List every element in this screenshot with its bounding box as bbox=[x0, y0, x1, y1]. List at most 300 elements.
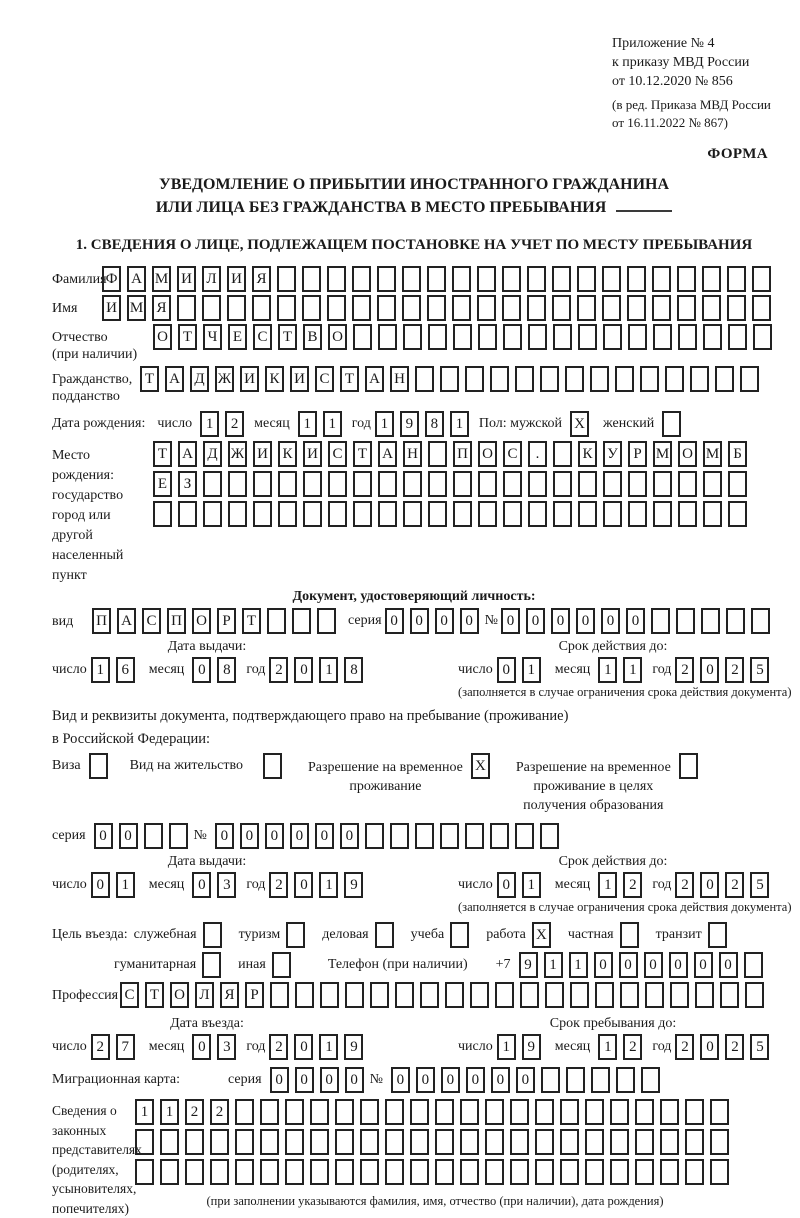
char-cell[interactable] bbox=[203, 471, 222, 497]
char-cell[interactable]: Н bbox=[403, 441, 422, 467]
char-cell[interactable] bbox=[440, 823, 459, 849]
char-cell[interactable]: 9 bbox=[519, 952, 538, 978]
char-cell[interactable] bbox=[420, 982, 439, 1008]
char-cell[interactable]: 2 bbox=[675, 657, 694, 683]
char-cell[interactable]: 0 bbox=[290, 823, 309, 849]
char-cell[interactable] bbox=[527, 266, 546, 292]
char-cell[interactable] bbox=[678, 471, 697, 497]
char-cell[interactable]: 1 bbox=[450, 411, 469, 437]
char-cell[interactable] bbox=[445, 982, 464, 1008]
char-cell[interactable]: И bbox=[177, 266, 196, 292]
char-cell[interactable]: 0 bbox=[294, 872, 313, 898]
char-cell[interactable] bbox=[603, 501, 622, 527]
char-cell[interactable]: 0 bbox=[192, 1034, 211, 1060]
char-cell[interactable]: 2 bbox=[725, 1034, 744, 1060]
char-cell[interactable] bbox=[203, 501, 222, 527]
char-cell[interactable]: Е bbox=[228, 324, 247, 350]
char-cell[interactable]: М bbox=[127, 295, 146, 321]
char-cell[interactable]: 0 bbox=[594, 952, 613, 978]
char-cell[interactable]: Р bbox=[628, 441, 647, 467]
char-cell[interactable] bbox=[679, 753, 698, 779]
char-cell[interactable] bbox=[435, 1129, 454, 1155]
char-cell[interactable] bbox=[610, 1129, 629, 1155]
char-cell[interactable] bbox=[545, 982, 564, 1008]
char-cell[interactable] bbox=[708, 922, 727, 948]
char-cell[interactable]: 2 bbox=[269, 1034, 288, 1060]
char-cell[interactable]: Я bbox=[252, 266, 271, 292]
char-cell[interactable] bbox=[720, 982, 739, 1008]
char-cell[interactable] bbox=[477, 295, 496, 321]
char-cell[interactable] bbox=[752, 295, 771, 321]
char-cell[interactable] bbox=[701, 608, 720, 634]
char-cell[interactable] bbox=[440, 366, 459, 392]
char-cell[interactable] bbox=[403, 471, 422, 497]
char-cell[interactable] bbox=[570, 982, 589, 1008]
char-cell[interactable] bbox=[452, 295, 471, 321]
char-cell[interactable] bbox=[540, 823, 559, 849]
char-cell[interactable] bbox=[585, 1129, 604, 1155]
char-cell[interactable]: К bbox=[278, 441, 297, 467]
char-cell[interactable] bbox=[751, 608, 770, 634]
char-cell[interactable]: 1 bbox=[497, 1034, 516, 1060]
char-cell[interactable]: И bbox=[102, 295, 121, 321]
char-cell[interactable] bbox=[465, 823, 484, 849]
char-cell[interactable]: 0 bbox=[91, 872, 110, 898]
char-cell[interactable] bbox=[415, 823, 434, 849]
char-cell[interactable]: О bbox=[192, 608, 211, 634]
char-cell[interactable] bbox=[744, 952, 763, 978]
char-cell[interactable]: 1 bbox=[91, 657, 110, 683]
char-cell[interactable] bbox=[253, 501, 272, 527]
char-cell[interactable] bbox=[627, 266, 646, 292]
char-cell[interactable] bbox=[752, 266, 771, 292]
char-cell[interactable] bbox=[677, 295, 696, 321]
char-cell[interactable] bbox=[635, 1129, 654, 1155]
char-cell[interactable]: 1 bbox=[375, 411, 394, 437]
char-cell[interactable] bbox=[303, 471, 322, 497]
char-cell[interactable] bbox=[427, 266, 446, 292]
char-cell[interactable]: 1 bbox=[319, 872, 338, 898]
char-cell[interactable]: 0 bbox=[192, 872, 211, 898]
char-cell[interactable] bbox=[260, 1099, 279, 1125]
char-cell[interactable] bbox=[286, 922, 305, 948]
char-cell[interactable] bbox=[428, 471, 447, 497]
char-cell[interactable]: Я bbox=[152, 295, 171, 321]
char-cell[interactable] bbox=[727, 266, 746, 292]
char-cell[interactable] bbox=[160, 1129, 179, 1155]
char-cell[interactable]: И bbox=[290, 366, 309, 392]
char-cell[interactable]: И bbox=[227, 266, 246, 292]
char-cell[interactable] bbox=[277, 295, 296, 321]
char-cell[interactable]: 3 bbox=[217, 872, 236, 898]
char-cell[interactable]: О bbox=[478, 441, 497, 467]
char-cell[interactable]: 2 bbox=[623, 872, 642, 898]
char-cell[interactable] bbox=[515, 823, 534, 849]
char-cell[interactable]: Н bbox=[390, 366, 409, 392]
char-cell[interactable]: 2 bbox=[725, 657, 744, 683]
char-cell[interactable] bbox=[295, 982, 314, 1008]
char-cell[interactable]: 0 bbox=[270, 1067, 289, 1093]
char-cell[interactable] bbox=[453, 471, 472, 497]
char-cell[interactable] bbox=[428, 441, 447, 467]
char-cell[interactable]: 0 bbox=[601, 608, 620, 634]
char-cell[interactable]: 0 bbox=[497, 657, 516, 683]
char-cell[interactable]: 0 bbox=[265, 823, 284, 849]
char-cell[interactable]: М bbox=[653, 441, 672, 467]
char-cell[interactable] bbox=[578, 324, 597, 350]
char-cell[interactable] bbox=[660, 1099, 679, 1125]
char-cell[interactable]: 3 bbox=[217, 1034, 236, 1060]
char-cell[interactable]: Я bbox=[220, 982, 239, 1008]
char-cell[interactable] bbox=[753, 324, 772, 350]
char-cell[interactable] bbox=[641, 1067, 660, 1093]
char-cell[interactable]: Т bbox=[340, 366, 359, 392]
char-cell[interactable]: 6 bbox=[116, 657, 135, 683]
char-cell[interactable] bbox=[652, 295, 671, 321]
char-cell[interactable]: 0 bbox=[526, 608, 545, 634]
char-cell[interactable]: 0 bbox=[345, 1067, 364, 1093]
char-cell[interactable]: 1 bbox=[200, 411, 219, 437]
char-cell[interactable]: С bbox=[328, 441, 347, 467]
char-cell[interactable]: 8 bbox=[425, 411, 444, 437]
char-cell[interactable] bbox=[695, 982, 714, 1008]
char-cell[interactable] bbox=[676, 608, 695, 634]
char-cell[interactable]: 2 bbox=[269, 657, 288, 683]
char-cell[interactable]: 0 bbox=[501, 608, 520, 634]
char-cell[interactable]: 0 bbox=[294, 657, 313, 683]
char-cell[interactable]: А bbox=[178, 441, 197, 467]
char-cell[interactable] bbox=[510, 1099, 529, 1125]
char-cell[interactable]: О bbox=[328, 324, 347, 350]
char-cell[interactable]: Б bbox=[728, 441, 747, 467]
char-cell[interactable] bbox=[135, 1129, 154, 1155]
char-cell[interactable] bbox=[385, 1099, 404, 1125]
char-cell[interactable]: Р bbox=[245, 982, 264, 1008]
char-cell[interactable]: 2 bbox=[91, 1034, 110, 1060]
char-cell[interactable] bbox=[353, 501, 372, 527]
char-cell[interactable]: 0 bbox=[315, 823, 334, 849]
char-cell[interactable] bbox=[560, 1099, 579, 1125]
char-cell[interactable] bbox=[645, 982, 664, 1008]
char-cell[interactable]: 0 bbox=[391, 1067, 410, 1093]
char-cell[interactable] bbox=[652, 266, 671, 292]
char-cell[interactable] bbox=[703, 471, 722, 497]
char-cell[interactable]: 5 bbox=[750, 872, 769, 898]
char-cell[interactable]: 0 bbox=[240, 823, 259, 849]
char-cell[interactable]: З bbox=[178, 471, 197, 497]
char-cell[interactable] bbox=[427, 295, 446, 321]
char-cell[interactable] bbox=[450, 922, 469, 948]
char-cell[interactable] bbox=[377, 266, 396, 292]
char-cell[interactable] bbox=[328, 471, 347, 497]
char-cell[interactable] bbox=[285, 1099, 304, 1125]
char-cell[interactable] bbox=[702, 295, 721, 321]
char-cell[interactable] bbox=[260, 1129, 279, 1155]
char-cell[interactable]: Д bbox=[190, 366, 209, 392]
char-cell[interactable] bbox=[185, 1129, 204, 1155]
char-cell[interactable] bbox=[503, 471, 522, 497]
char-cell[interactable] bbox=[740, 366, 759, 392]
char-cell[interactable]: X bbox=[570, 411, 589, 437]
char-cell[interactable] bbox=[375, 922, 394, 948]
char-cell[interactable] bbox=[410, 1129, 429, 1155]
char-cell[interactable] bbox=[552, 266, 571, 292]
char-cell[interactable] bbox=[628, 501, 647, 527]
char-cell[interactable]: А bbox=[365, 366, 384, 392]
char-cell[interactable] bbox=[452, 266, 471, 292]
char-cell[interactable]: Ж bbox=[215, 366, 234, 392]
char-cell[interactable]: Т bbox=[278, 324, 297, 350]
char-cell[interactable] bbox=[560, 1129, 579, 1155]
char-cell[interactable] bbox=[378, 471, 397, 497]
char-cell[interactable] bbox=[377, 295, 396, 321]
char-cell[interactable]: Ф bbox=[102, 266, 121, 292]
char-cell[interactable] bbox=[578, 501, 597, 527]
char-cell[interactable]: Т bbox=[145, 982, 164, 1008]
char-cell[interactable]: 1 bbox=[598, 657, 617, 683]
char-cell[interactable]: 0 bbox=[119, 823, 138, 849]
char-cell[interactable] bbox=[678, 324, 697, 350]
char-cell[interactable] bbox=[503, 501, 522, 527]
char-cell[interactable]: М bbox=[703, 441, 722, 467]
char-cell[interactable] bbox=[703, 324, 722, 350]
char-cell[interactable] bbox=[460, 1129, 479, 1155]
char-cell[interactable] bbox=[566, 1067, 585, 1093]
char-cell[interactable]: Т bbox=[140, 366, 159, 392]
char-cell[interactable] bbox=[502, 295, 521, 321]
char-cell[interactable] bbox=[403, 501, 422, 527]
char-cell[interactable]: 0 bbox=[551, 608, 570, 634]
char-cell[interactable] bbox=[616, 1067, 635, 1093]
char-cell[interactable] bbox=[478, 324, 497, 350]
char-cell[interactable] bbox=[335, 1129, 354, 1155]
char-cell[interactable] bbox=[302, 266, 321, 292]
char-cell[interactable] bbox=[428, 501, 447, 527]
char-cell[interactable]: Ч bbox=[203, 324, 222, 350]
char-cell[interactable]: П bbox=[167, 608, 186, 634]
char-cell[interactable] bbox=[640, 366, 659, 392]
char-cell[interactable] bbox=[402, 266, 421, 292]
char-cell[interactable]: X bbox=[471, 753, 490, 779]
char-cell[interactable] bbox=[353, 471, 372, 497]
char-cell[interactable] bbox=[203, 922, 222, 948]
char-cell[interactable] bbox=[728, 324, 747, 350]
char-cell[interactable] bbox=[710, 1099, 729, 1125]
char-cell[interactable] bbox=[710, 1129, 729, 1155]
char-cell[interactable] bbox=[685, 1129, 704, 1155]
char-cell[interactable]: Р bbox=[217, 608, 236, 634]
char-cell[interactable]: . bbox=[528, 441, 547, 467]
char-cell[interactable]: К bbox=[578, 441, 597, 467]
char-cell[interactable]: Т bbox=[178, 324, 197, 350]
char-cell[interactable]: 0 bbox=[295, 1067, 314, 1093]
char-cell[interactable] bbox=[353, 324, 372, 350]
char-cell[interactable]: 1 bbox=[522, 872, 541, 898]
char-cell[interactable]: 9 bbox=[344, 1034, 363, 1060]
char-cell[interactable] bbox=[228, 471, 247, 497]
char-cell[interactable]: 0 bbox=[435, 608, 454, 634]
char-cell[interactable] bbox=[520, 982, 539, 1008]
char-cell[interactable] bbox=[385, 1129, 404, 1155]
char-cell[interactable]: 0 bbox=[385, 608, 404, 634]
char-cell[interactable]: 1 bbox=[319, 1034, 338, 1060]
char-cell[interactable] bbox=[335, 1099, 354, 1125]
char-cell[interactable]: 0 bbox=[619, 952, 638, 978]
char-cell[interactable]: А bbox=[127, 266, 146, 292]
char-cell[interactable]: 0 bbox=[294, 1034, 313, 1060]
char-cell[interactable] bbox=[235, 1129, 254, 1155]
char-cell[interactable] bbox=[565, 366, 584, 392]
char-cell[interactable] bbox=[270, 982, 289, 1008]
char-cell[interactable]: 0 bbox=[94, 823, 113, 849]
char-cell[interactable]: 9 bbox=[344, 872, 363, 898]
char-cell[interactable]: 0 bbox=[516, 1067, 535, 1093]
char-cell[interactable]: 0 bbox=[700, 872, 719, 898]
char-cell[interactable] bbox=[653, 471, 672, 497]
char-cell[interactable]: Д bbox=[203, 441, 222, 467]
char-cell[interactable]: С bbox=[315, 366, 334, 392]
char-cell[interactable]: А bbox=[165, 366, 184, 392]
char-cell[interactable] bbox=[267, 608, 286, 634]
char-cell[interactable]: 1 bbox=[598, 1034, 617, 1060]
char-cell[interactable]: Т bbox=[153, 441, 172, 467]
char-cell[interactable]: 7 bbox=[116, 1034, 135, 1060]
char-cell[interactable]: 2 bbox=[269, 872, 288, 898]
char-cell[interactable] bbox=[470, 982, 489, 1008]
char-cell[interactable] bbox=[228, 501, 247, 527]
char-cell[interactable] bbox=[603, 471, 622, 497]
char-cell[interactable] bbox=[477, 266, 496, 292]
char-cell[interactable] bbox=[278, 471, 297, 497]
char-cell[interactable]: В bbox=[303, 324, 322, 350]
char-cell[interactable]: А bbox=[117, 608, 136, 634]
char-cell[interactable] bbox=[202, 295, 221, 321]
char-cell[interactable] bbox=[553, 471, 572, 497]
char-cell[interactable]: 0 bbox=[644, 952, 663, 978]
char-cell[interactable] bbox=[502, 266, 521, 292]
char-cell[interactable]: 5 bbox=[750, 1034, 769, 1060]
char-cell[interactable] bbox=[292, 608, 311, 634]
char-cell[interactable] bbox=[460, 1099, 479, 1125]
char-cell[interactable]: М bbox=[152, 266, 171, 292]
char-cell[interactable]: 2 bbox=[210, 1099, 229, 1125]
char-cell[interactable] bbox=[653, 501, 672, 527]
char-cell[interactable] bbox=[327, 295, 346, 321]
char-cell[interactable] bbox=[378, 324, 397, 350]
char-cell[interactable]: П bbox=[92, 608, 111, 634]
char-cell[interactable] bbox=[345, 982, 364, 1008]
char-cell[interactable]: 8 bbox=[217, 657, 236, 683]
char-cell[interactable] bbox=[169, 823, 188, 849]
char-cell[interactable] bbox=[728, 501, 747, 527]
char-cell[interactable]: С bbox=[142, 608, 161, 634]
char-cell[interactable] bbox=[328, 501, 347, 527]
char-cell[interactable]: 0 bbox=[192, 657, 211, 683]
char-cell[interactable] bbox=[178, 501, 197, 527]
char-cell[interactable]: 5 bbox=[750, 657, 769, 683]
char-cell[interactable] bbox=[715, 366, 734, 392]
char-cell[interactable] bbox=[727, 295, 746, 321]
char-cell[interactable] bbox=[665, 366, 684, 392]
char-cell[interactable] bbox=[615, 366, 634, 392]
char-cell[interactable] bbox=[620, 922, 639, 948]
char-cell[interactable] bbox=[485, 1129, 504, 1155]
char-cell[interactable] bbox=[495, 982, 514, 1008]
char-cell[interactable]: 0 bbox=[694, 952, 713, 978]
char-cell[interactable] bbox=[410, 1099, 429, 1125]
char-cell[interactable] bbox=[490, 823, 509, 849]
char-cell[interactable] bbox=[703, 501, 722, 527]
char-cell[interactable]: 2 bbox=[675, 872, 694, 898]
char-cell[interactable] bbox=[202, 952, 221, 978]
char-cell[interactable] bbox=[553, 324, 572, 350]
char-cell[interactable] bbox=[540, 366, 559, 392]
char-cell[interactable]: 0 bbox=[416, 1067, 435, 1093]
char-cell[interactable]: 9 bbox=[522, 1034, 541, 1060]
char-cell[interactable] bbox=[303, 501, 322, 527]
char-cell[interactable] bbox=[503, 324, 522, 350]
char-cell[interactable]: 0 bbox=[410, 608, 429, 634]
char-cell[interactable] bbox=[535, 1129, 554, 1155]
char-cell[interactable] bbox=[210, 1129, 229, 1155]
char-cell[interactable]: 0 bbox=[497, 872, 516, 898]
char-cell[interactable] bbox=[527, 295, 546, 321]
char-cell[interactable] bbox=[678, 501, 697, 527]
char-cell[interactable] bbox=[585, 1099, 604, 1125]
char-cell[interactable] bbox=[272, 952, 291, 978]
char-cell[interactable]: 1 bbox=[569, 952, 588, 978]
char-cell[interactable] bbox=[677, 266, 696, 292]
char-cell[interactable] bbox=[263, 753, 282, 779]
char-cell[interactable] bbox=[403, 324, 422, 350]
char-cell[interactable] bbox=[595, 982, 614, 1008]
char-cell[interactable] bbox=[510, 1129, 529, 1155]
char-cell[interactable] bbox=[628, 324, 647, 350]
char-cell[interactable]: 1 bbox=[323, 411, 342, 437]
char-cell[interactable]: 1 bbox=[544, 952, 563, 978]
char-cell[interactable] bbox=[535, 1099, 554, 1125]
char-cell[interactable]: 2 bbox=[623, 1034, 642, 1060]
char-cell[interactable] bbox=[435, 1099, 454, 1125]
char-cell[interactable]: Л bbox=[195, 982, 214, 1008]
char-cell[interactable] bbox=[360, 1099, 379, 1125]
char-cell[interactable] bbox=[660, 1129, 679, 1155]
char-cell[interactable] bbox=[465, 366, 484, 392]
char-cell[interactable]: 1 bbox=[160, 1099, 179, 1125]
char-cell[interactable] bbox=[378, 501, 397, 527]
char-cell[interactable]: 1 bbox=[522, 657, 541, 683]
char-cell[interactable]: 0 bbox=[441, 1067, 460, 1093]
char-cell[interactable]: К bbox=[265, 366, 284, 392]
char-cell[interactable] bbox=[528, 324, 547, 350]
char-cell[interactable] bbox=[603, 324, 622, 350]
char-cell[interactable] bbox=[702, 266, 721, 292]
char-cell[interactable] bbox=[327, 266, 346, 292]
char-cell[interactable]: 2 bbox=[675, 1034, 694, 1060]
char-cell[interactable] bbox=[577, 295, 596, 321]
char-cell[interactable] bbox=[485, 1099, 504, 1125]
char-cell[interactable]: 0 bbox=[700, 1034, 719, 1060]
char-cell[interactable] bbox=[277, 266, 296, 292]
char-cell[interactable]: Е bbox=[153, 471, 172, 497]
char-cell[interactable] bbox=[578, 471, 597, 497]
char-cell[interactable] bbox=[515, 366, 534, 392]
char-cell[interactable]: 0 bbox=[491, 1067, 510, 1093]
char-cell[interactable]: 0 bbox=[320, 1067, 339, 1093]
char-cell[interactable] bbox=[365, 823, 384, 849]
char-cell[interactable]: 0 bbox=[700, 657, 719, 683]
char-cell[interactable] bbox=[577, 266, 596, 292]
